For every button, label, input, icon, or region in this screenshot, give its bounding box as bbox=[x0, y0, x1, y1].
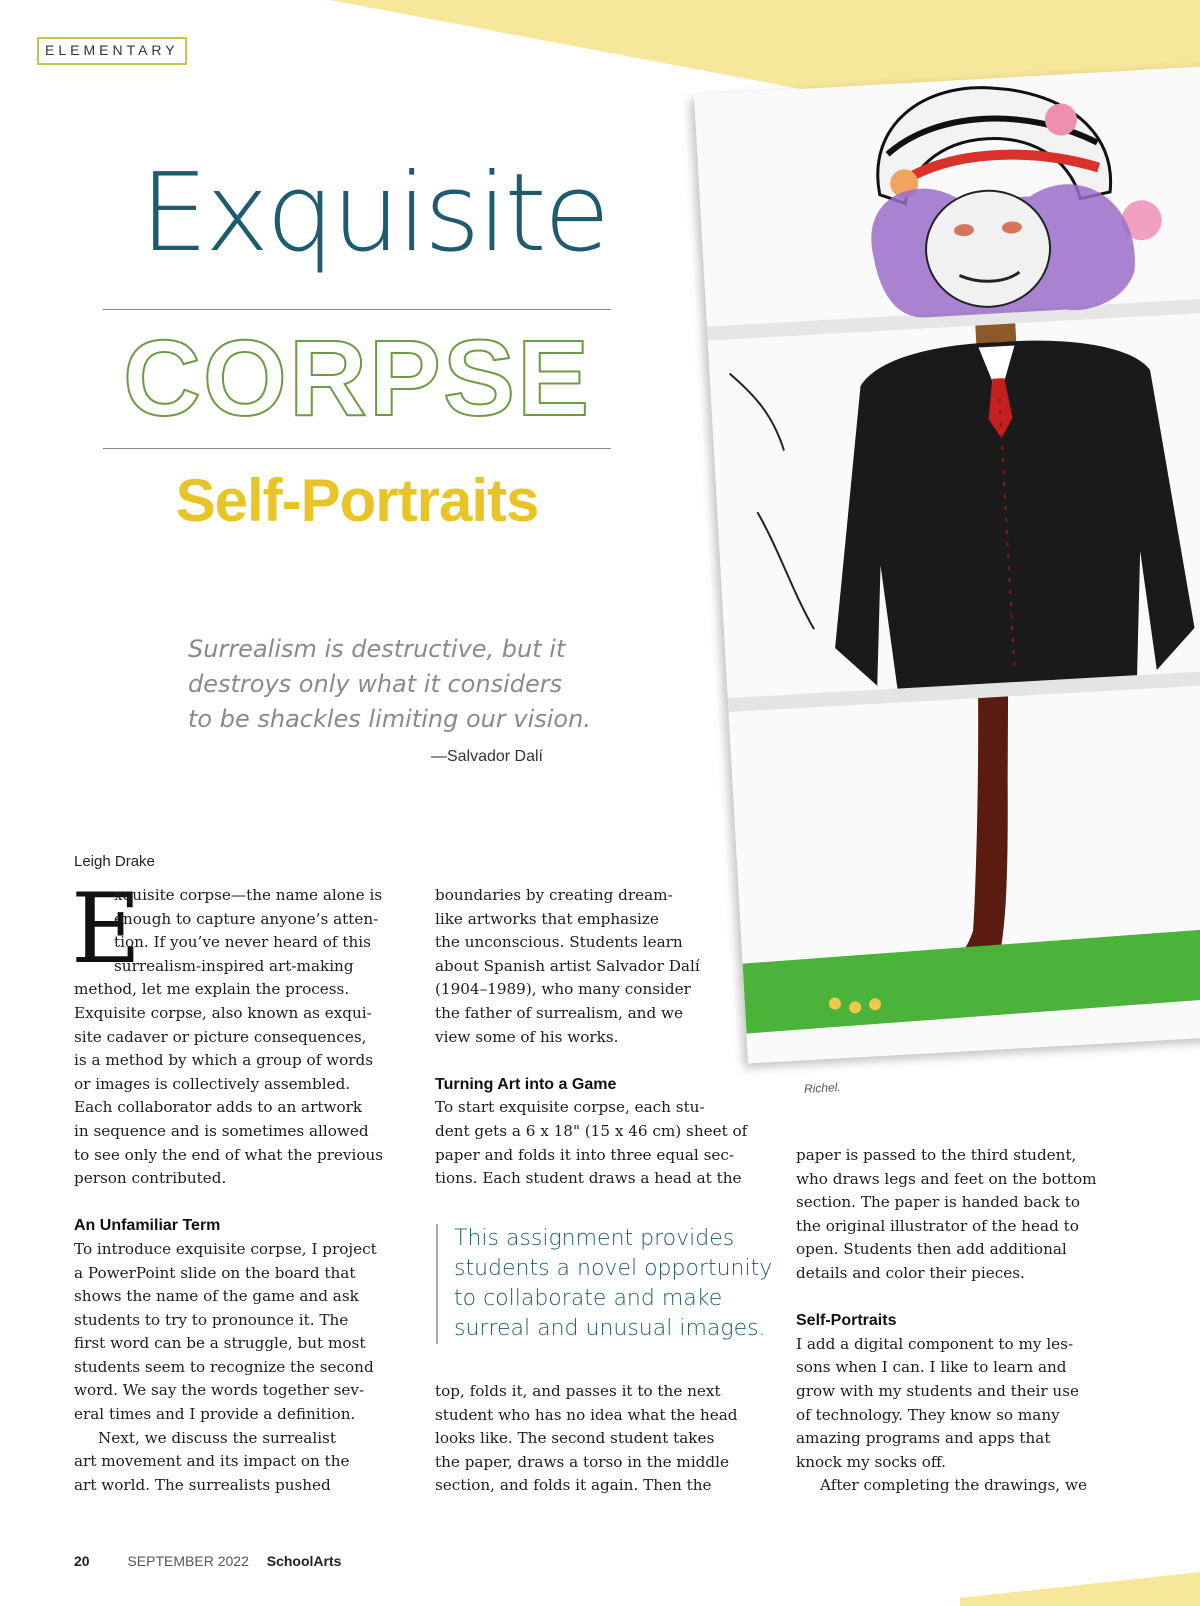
text-line: view some of his works. bbox=[435, 1027, 619, 1046]
paragraph-gap bbox=[435, 1049, 767, 1073]
drop-cap: E bbox=[71, 873, 142, 985]
pull-quote-line: surreal and unusual images. bbox=[454, 1316, 766, 1341]
pull-quote-line: students a novel opportunity bbox=[454, 1256, 773, 1281]
paragraph-gap bbox=[796, 1286, 1128, 1310]
text-line: To start exquisite corpse, each stu- bbox=[435, 1098, 705, 1117]
article-column-1 bbox=[74, 884, 406, 1497]
intro-block bbox=[74, 884, 406, 978]
text-line: boundaries by creating dream- bbox=[435, 886, 673, 904]
epigraph-line: destroys only what it considers bbox=[188, 670, 563, 698]
text-line: the father of surrealism, and we bbox=[435, 1003, 684, 1022]
text-line: first word can be a struggle, but most bbox=[74, 1334, 366, 1353]
epigraph-line: to be shackles limiting our vision. bbox=[188, 705, 591, 733]
text-line: to see only the end of what the previous bbox=[74, 1145, 384, 1164]
text-line: I add a digital component to my les- bbox=[796, 1334, 1074, 1353]
title-corpse: CORPSE bbox=[122, 317, 592, 438]
text-line: enough to capture anyone’s atten- bbox=[114, 909, 379, 928]
text-line: students seem to recognize the second bbox=[74, 1357, 374, 1376]
text-line: a PowerPoint slide on the board that bbox=[74, 1263, 356, 1282]
text-line: looks like. The second student takes bbox=[435, 1429, 715, 1448]
text-line: about Spanish artist Salvador Dalí bbox=[435, 956, 700, 975]
text-line: top, folds it, and passes it to the next bbox=[435, 1382, 721, 1400]
page-number: 20 bbox=[74, 1553, 90, 1569]
text-line: tion. If you’ve never heard of this bbox=[114, 933, 371, 952]
text-line: knock my socks off. bbox=[796, 1452, 946, 1471]
text-line: person contributed. bbox=[74, 1169, 227, 1188]
author-byline: Leigh Drake bbox=[74, 853, 155, 870]
text-line: xquisite corpse—the name alone is bbox=[114, 886, 383, 904]
article-column-2 bbox=[435, 884, 767, 1191]
text-line: grow with my students and their use bbox=[796, 1381, 1079, 1400]
pull-quote bbox=[436, 1224, 773, 1344]
article-column-2-continued bbox=[435, 1380, 767, 1498]
article-column-3 bbox=[796, 1144, 1128, 1498]
text-line: open. Students then add additional bbox=[796, 1240, 1067, 1259]
section-tag: ELEMENTARY bbox=[37, 37, 187, 65]
text-line: Next, we discuss the surrealist bbox=[98, 1428, 336, 1447]
student-artwork-photo bbox=[694, 64, 1200, 1064]
text-line: the original illustrator of the head to bbox=[796, 1216, 1079, 1235]
text-line: To introduce exquisite corpse, I project bbox=[74, 1239, 377, 1258]
text-line: paper is passed to the third student, bbox=[796, 1146, 1077, 1164]
text-line: amazing programs and apps that bbox=[796, 1429, 1051, 1448]
text-line: site cadaver or picture consequences, bbox=[74, 1027, 367, 1046]
text-line: After completing the drawings, we bbox=[820, 1476, 1087, 1495]
text-line: tions. Each student draws a head at the bbox=[435, 1169, 742, 1188]
issue-date: SEPTEMBER 2022 bbox=[127, 1553, 249, 1569]
title-exquisite: Exquisite bbox=[140, 151, 608, 276]
text-line: method, let me explain the process. bbox=[74, 980, 350, 999]
pull-quote-line: This assignment provides bbox=[454, 1226, 735, 1251]
text-line: who draws legs and feet on the bottom bbox=[796, 1169, 1097, 1188]
text-line: like artworks that emphasize bbox=[435, 909, 659, 928]
text-line: Each collaborator adds to an artwork bbox=[74, 1098, 363, 1117]
epigraph-attribution: —Salvador Dalí bbox=[430, 748, 543, 765]
text-line: the paper, draws a torso in the middle bbox=[435, 1452, 729, 1471]
text-line: of technology. They know so many bbox=[796, 1405, 1060, 1424]
subheading-turning-art-into-game: Turning Art into a Game bbox=[435, 1075, 617, 1093]
text-line: paper and folds it into three equal sec- bbox=[435, 1145, 735, 1164]
text-line: student who has no idea what the head bbox=[435, 1405, 738, 1424]
text-line: eral times and I provide a definition. bbox=[74, 1405, 356, 1424]
text-line: art movement and its impact on the bbox=[74, 1452, 350, 1471]
text-line: shows the name of the game and ask bbox=[74, 1287, 359, 1306]
text-line: is a method by which a group of words bbox=[74, 1051, 374, 1070]
page-footer bbox=[74, 1553, 341, 1569]
epigraph-line: Surrealism is destructive, but it bbox=[188, 635, 566, 663]
subheading-unfamiliar-term: An Unfamiliar Term bbox=[74, 1217, 221, 1235]
subheading-self-portraits: Self-Portraits bbox=[796, 1312, 897, 1330]
text-line: art world. The surrealists pushed bbox=[74, 1475, 331, 1494]
title-rule-bottom bbox=[103, 448, 611, 449]
magazine-name: SchoolArts bbox=[266, 1553, 342, 1569]
text-line: dent gets a 6 x 18" (15 x 46 cm) sheet of bbox=[435, 1121, 748, 1140]
text-line: sons when I can. I like to learn and bbox=[796, 1358, 1067, 1377]
text-line: section, and folds it again. Then the bbox=[435, 1476, 712, 1495]
student-artwork-illustration bbox=[694, 64, 1200, 1064]
paragraph-gap bbox=[74, 1191, 406, 1215]
text-line: students to try to pronounce it. The bbox=[74, 1310, 349, 1329]
text-line: (1904–1989), who many consider bbox=[435, 980, 691, 999]
text-line: in sequence and is sometimes allowed bbox=[74, 1121, 369, 1140]
text-line: section. The paper is handed back to bbox=[796, 1193, 1081, 1212]
text-line: or images is collectively assembled. bbox=[74, 1074, 351, 1093]
title-self-portraits: Self-Portraits bbox=[175, 467, 539, 534]
epigraph-quote bbox=[188, 632, 608, 737]
image-caption: Richel. bbox=[803, 1080, 842, 1096]
text-line: the unconscious. Students learn bbox=[435, 933, 683, 952]
text-line: surrealism-inspired art-making bbox=[114, 956, 354, 975]
text-line: word. We say the words together sev- bbox=[74, 1381, 365, 1400]
pull-quote-line: to collaborate and make bbox=[454, 1286, 723, 1311]
title-rule-top bbox=[103, 309, 611, 310]
text-line: Exquisite corpse, also known as exqui- bbox=[74, 1003, 372, 1022]
text-line: details and color their pieces. bbox=[796, 1263, 1025, 1282]
